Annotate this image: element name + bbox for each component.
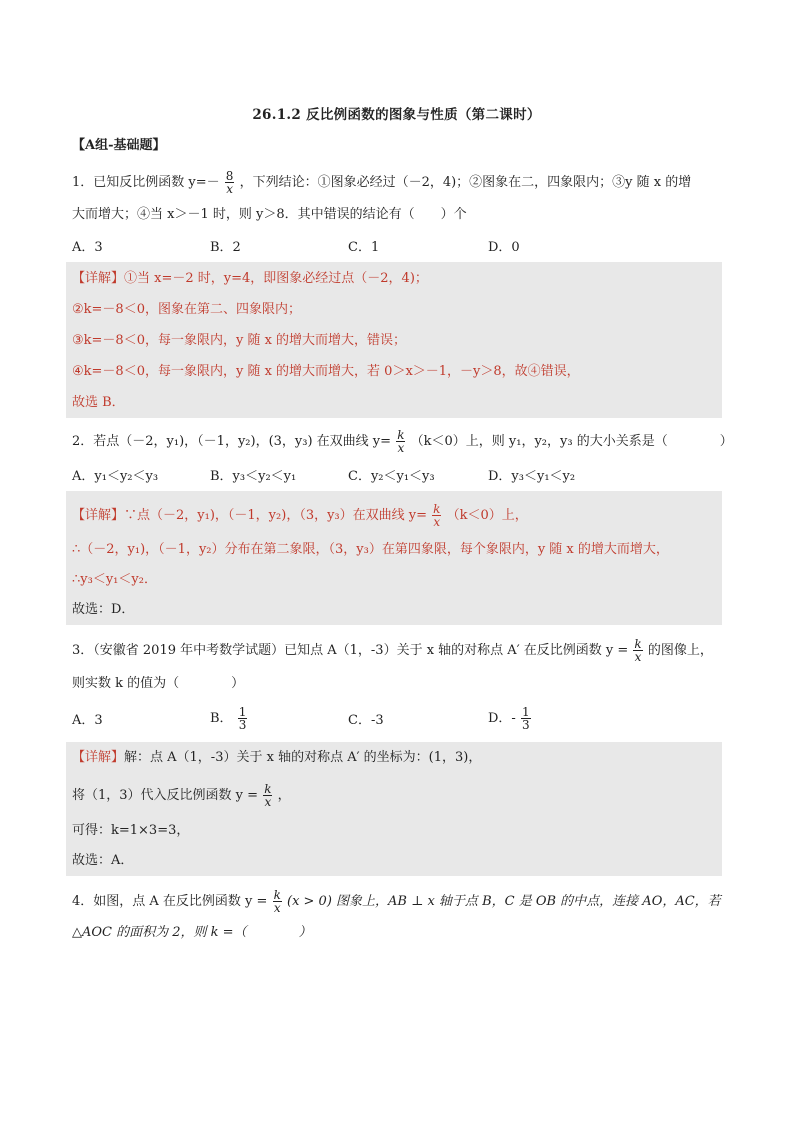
q2-solution-line2: ∴（－2，y₁)，（－1，y₂）分布在第二象限，（3，y₃）在第四象限，每个象限内，y 随 x 的增大而增大， xyxy=(72,542,669,557)
q1-stem-line2: 大而增大；④当 x＞－1 时，则 y＞8．其中错误的结论有（ ）个 xyxy=(72,207,467,222)
q1-solution-line1: 【详解】①当 x=－2 时，y=4，即图象必经过点（－2，4)； xyxy=(72,271,428,286)
q2-solution-line1: 【详解】∵点（－2，y₁)，（－1，y₂)，（3，y₃）在双曲线 y= $\frac{k}{x}$ （k＜0）上， xyxy=(72,502,528,529)
q1-option-b: B．2 xyxy=(210,240,241,255)
q2-option-b: B．y₃＜y₂＜y₁ xyxy=(210,469,297,484)
q2-solution-box xyxy=(66,491,722,625)
fraction: $\frac{k}{x}$ xyxy=(433,502,441,529)
fraction: $\frac{k}{x}$ xyxy=(264,782,272,809)
q2-solution-line4: 故选：D． xyxy=(72,602,135,617)
fraction: $\frac{1}{3}$ xyxy=(238,705,247,732)
q1-solution-line5: 故选 B． xyxy=(72,395,125,410)
q3-option-a: A．3 xyxy=(72,713,103,728)
group-heading: 【A组-基础题】 xyxy=(72,138,166,153)
q3-stem-line1: 3．（安徽省 2019 年中考数学试题）已知点 A（1，-3）关于 x 轴的对称点 A′ 在反比例函数 y = $\frac{k}{x}$ 的图像上， xyxy=(72,637,713,664)
q1-option-c: C．1 xyxy=(348,240,380,255)
q3-option-c: C．-3 xyxy=(348,713,384,728)
fraction: $\frac{8}{x}$ xyxy=(225,169,234,196)
q3-solution-line2: 将（1，3）代入反比例函数 y = $\frac{k}{x}$ ， xyxy=(72,782,291,809)
q2-option-d: D．y₃＜y₁＜y₂ xyxy=(488,469,576,484)
fraction: $\frac{k}{x}$ xyxy=(273,888,281,915)
q3-option-b: B． $\frac{1}{3}$ xyxy=(210,705,247,732)
q1-solution-line4: ④k=－8＜0，每一象限内，y 随 x 的增大而增大，若 0＞x＞－1，－y＞8，故④错误， xyxy=(72,364,580,379)
q3-solution-line3: 可得：k=1×3=3， xyxy=(72,823,190,838)
q2-option-c: C．y₂＜y₁＜y₃ xyxy=(348,469,435,484)
q1-solution-line3: ③k=－8＜0，每一象限内，y 随 x 的增大而增大，错误； xyxy=(72,333,407,348)
q1-option-a: A．3 xyxy=(72,240,103,255)
q1-option-d: D．0 xyxy=(488,240,520,255)
q3-solution-line1: 【详解】解：点 A（1，-3）关于 x 轴的对称点 A′ 的坐标为：(1，3)， xyxy=(72,750,482,765)
fraction: $\frac{k}{x}$ xyxy=(397,428,405,455)
q2-stem: 2．若点（－2，y₁)，（－1，y₂)，(3，y₃) 在双曲线 y= $\frac{k}{x}$ （k＜0）上，则 y₁，y₂，y₃ 的大小关系是（ ） xyxy=(72,428,733,455)
fraction: $\frac{1}{3}$ xyxy=(521,705,530,732)
q4-stem-line1: 4．如图，点 A 在反比例函数 y = $\frac{k}{x}$ (x > 0) 图象上，AB ⊥ x 轴于点 B，C 是 OB 的中点，连接 AO，AC，若 xyxy=(72,888,721,915)
q3-solution-line4: 故选：A． xyxy=(72,853,134,868)
q1-solution-box xyxy=(66,262,722,418)
q3-option-d: D．- $\frac{1}{3}$ xyxy=(488,705,530,732)
fraction: $\frac{k}{x}$ xyxy=(634,637,642,664)
detail-tag: 【详解】 xyxy=(72,750,125,765)
q2-option-a: A．y₁＜y₂＜y₃ xyxy=(72,469,159,484)
q4-stem-line2: △AOC 的面积为 2，则 k =（ ） xyxy=(72,925,312,940)
q3-stem-line2: 则实数 k 的值为（ ） xyxy=(72,676,245,691)
q2-solution-line3: ∴y₃＜y₁＜y₂． xyxy=(72,572,157,587)
detail-tag: 【详解】 xyxy=(72,508,125,523)
q1-stem-line1: 1．已知反比例函数 y=－ $\frac{8}{x}$ ，下列结论：①图象必经过（－2，4)；②图象在二，四象限内；③y 随 x 的增 xyxy=(72,169,692,196)
q1-solution-line2: ②k=－8＜0，图象在第二、四象限内； xyxy=(72,302,301,317)
page-title: 26.1.2 反比例函数的图象与性质（第二课时） xyxy=(252,107,541,123)
detail-tag: 【详解】 xyxy=(72,271,125,286)
q3-solution-box xyxy=(66,742,722,876)
